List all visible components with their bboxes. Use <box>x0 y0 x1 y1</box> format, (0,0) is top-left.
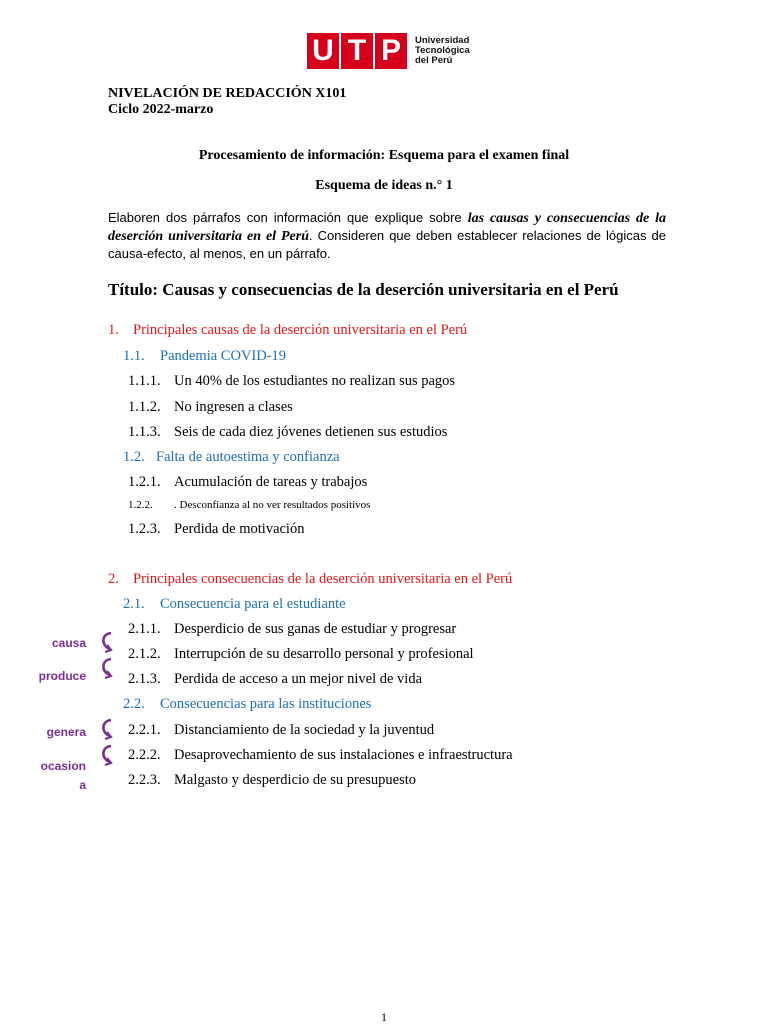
outline-item-1-1-1 <box>128 373 455 390</box>
outline-item-2-1-1 <box>128 621 456 638</box>
outline-label: Consecuencias para las instituciones <box>160 696 372 712</box>
outline-number: 1.2.1. <box>128 474 161 490</box>
logo-text-line-2: Tecnológica <box>415 45 470 56</box>
curved-arrow-icon <box>98 743 116 767</box>
connector-label-produce: produce <box>38 669 86 683</box>
logo-letter-u: U <box>307 33 339 69</box>
outline-label: Pandemia COVID-19 <box>160 348 287 364</box>
outline-number: 2.1.3. <box>128 671 161 687</box>
connector-label-ocasiona-line-1: ocasion <box>40 759 86 773</box>
outline-number: 1.2. <box>123 449 145 465</box>
outline-number: 1.1.1. <box>128 373 161 389</box>
outline-number: 2.1.2. <box>128 646 161 662</box>
logo-text <box>415 36 470 66</box>
outline-item-1-1-3 <box>128 424 447 441</box>
outline-item-2-2-1 <box>128 722 434 739</box>
outline-label: Perdida de motivación <box>174 521 305 537</box>
outline-item-2-2-3 <box>128 772 416 789</box>
logo-text-line-3: del Perú <box>415 55 453 66</box>
outline-section-1 <box>108 322 467 339</box>
outline-label: No ingresen a clases <box>174 399 293 415</box>
instructions-emphasis: las causas y consecuencias de la deserción universitaria en el Perú <box>108 211 667 244</box>
outline-section-2-2 <box>123 696 371 713</box>
outline-label: Seis de cada diez jóvenes detienen sus estudios <box>174 424 448 440</box>
outline-item-2-1-3 <box>128 671 422 688</box>
connector-label-ocasiona <box>6 757 86 795</box>
outline-number: 1.1.3. <box>128 424 161 440</box>
outline-section-1-1 <box>123 348 286 365</box>
outline-section-2-1 <box>123 596 346 613</box>
document-title: Procesamiento de información: Esquema para el examen final <box>198 148 570 163</box>
page-number: 1 <box>381 1010 387 1024</box>
outline-number: 1. <box>108 322 119 338</box>
outline-label: . Desconfianza al no ver resultados positivos <box>174 499 371 511</box>
document-subtitle: Esquema de ideas n.° 1 <box>315 178 453 193</box>
outline-label: Un 40% de los estudiantes no realizan sus pagos <box>174 373 456 389</box>
outline-item-1-1-2 <box>128 399 293 416</box>
curved-arrow-icon <box>98 717 116 741</box>
outline-label: Malgasto y desperdicio de su presupuesto <box>174 772 417 788</box>
outline-number: 2. <box>108 571 119 587</box>
outline-label: Principales consecuencias de la deserción universitaria en el Perú <box>133 571 513 587</box>
utp-logo <box>307 33 470 69</box>
outline-item-2-2-2 <box>128 747 513 764</box>
outline-number: 1.2.2. <box>128 499 153 511</box>
outline-label: Desaprovechamiento de sus instalaciones e infraestructura <box>174 747 513 763</box>
outline-label: Distanciamiento de la sociedad y la juventud <box>174 722 435 738</box>
outline-label: Interrupción de su desarrollo personal y profesional <box>174 646 474 662</box>
outline-section-2 <box>108 571 512 588</box>
instructions-after: . Consideren que deben establecer relaciones de lógicas de causa-efecto, al menos, en un párrafo. <box>108 228 666 261</box>
connector-label-causa: causa <box>51 636 86 650</box>
logo-letter-p: P <box>375 33 407 69</box>
logo-text-line-1: Universidad <box>415 35 470 46</box>
outline-number: 1.2.3. <box>128 521 161 537</box>
instructions-before: Elaboren dos párrafos con información que explique sobre <box>108 210 468 225</box>
outline-label: Desperdicio de sus ganas de estudiar y progresar <box>174 621 457 637</box>
outline-label: Acumulación de tareas y trabajos <box>174 474 368 490</box>
outline-section-1-2 <box>123 449 340 466</box>
course-cycle: Ciclo 2022-marzo <box>108 102 214 117</box>
curved-arrow-icon <box>98 656 116 680</box>
outline-number: 2.1. <box>123 596 145 612</box>
outline-item-1-2-3 <box>128 521 304 538</box>
connector-label-genera: genera <box>46 725 86 739</box>
outline-number: 2.2.2. <box>128 747 161 763</box>
course-name: NIVELACIÓN DE REDACCIÓN X101 <box>108 86 347 101</box>
outline-number: 2.2.3. <box>128 772 161 788</box>
outline-label: Perdida de acceso a un mejor nivel de vida <box>174 671 423 687</box>
outline-number: 2.2.1. <box>128 722 161 738</box>
curved-arrow-icon <box>98 630 116 654</box>
outline-number: 2.2. <box>123 696 145 712</box>
outline-item-1-2-1 <box>128 474 367 491</box>
connector-label-ocasiona-line-2: a <box>79 778 86 792</box>
logo-letter-t: T <box>341 33 373 69</box>
outline-item-2-1-2 <box>128 646 474 663</box>
outline-item-1-2-2 <box>128 499 370 511</box>
outline-number: 1.1. <box>123 348 145 364</box>
outline-number: 1.1.2. <box>128 399 161 415</box>
instructions-paragraph <box>108 209 666 262</box>
outline-number: 2.1.1. <box>128 621 161 637</box>
essay-title: Título: Causas y consecuencias de la deserción universitaria en el Perú <box>108 280 619 299</box>
outline-label: Falta de autoestima y confianza <box>156 449 340 465</box>
outline-label: Consecuencia para el estudiante <box>160 596 346 612</box>
outline-label: Principales causas de la deserción universitaria en el Perú <box>133 322 468 338</box>
